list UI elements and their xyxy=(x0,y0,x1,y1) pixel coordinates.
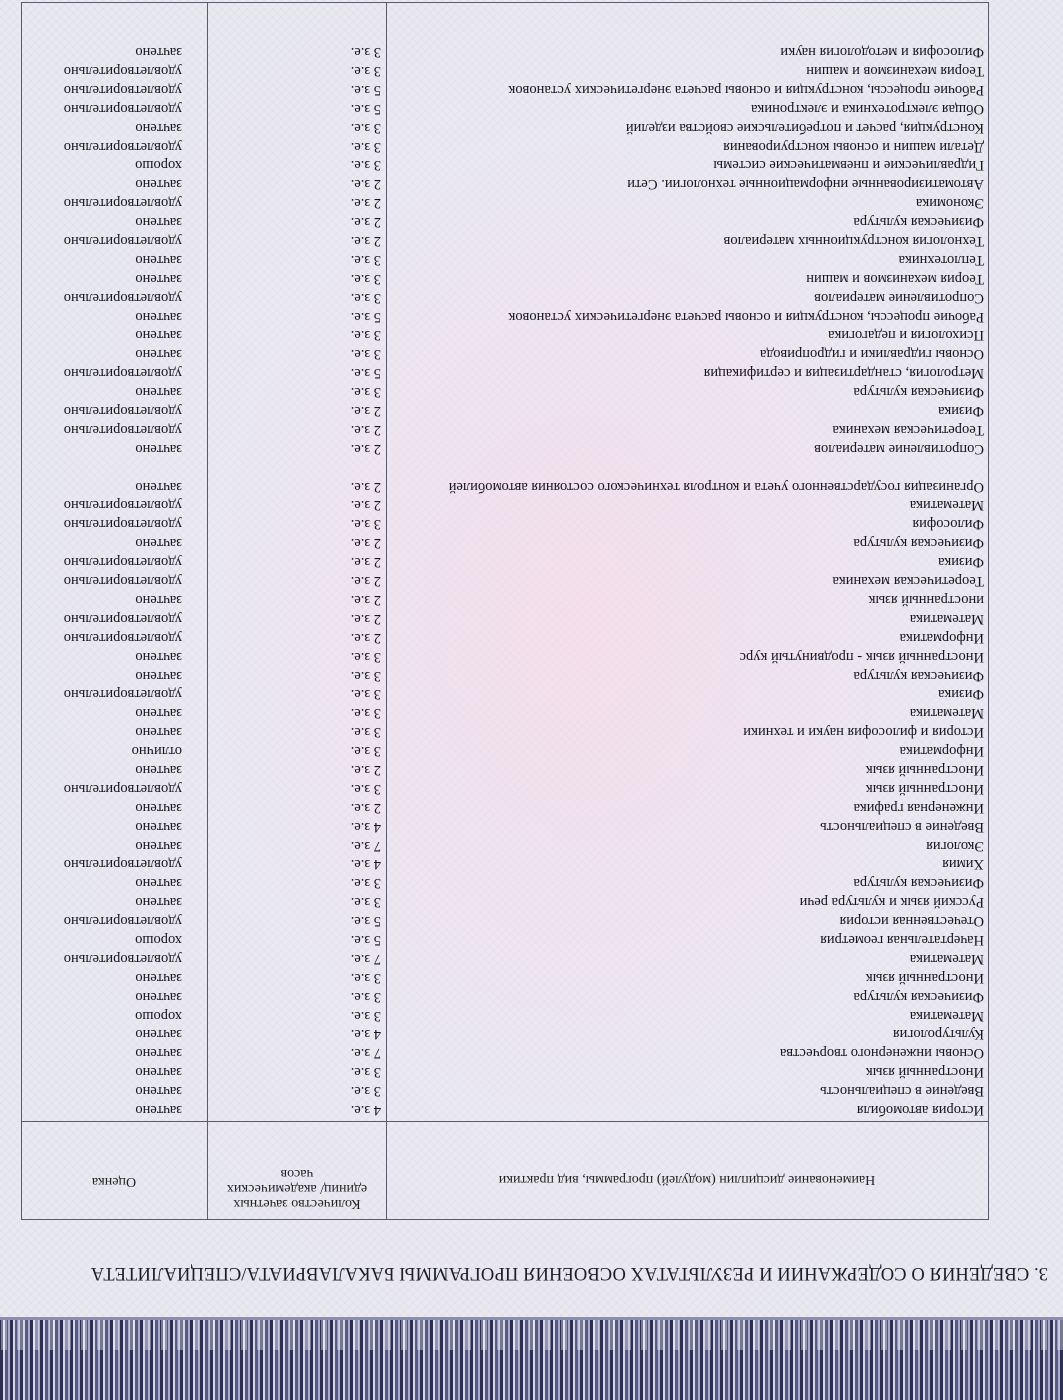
grade-value: удовлетворительно xyxy=(63,516,182,533)
credits-value: 2 з.е. xyxy=(350,761,381,778)
discipline-name: Общая электротехника и электроника xyxy=(751,100,984,117)
discipline-name: Философия и методология науки xyxy=(780,44,984,61)
credits-value: 3 з.е. xyxy=(350,780,381,797)
discipline-name: Введение в специальность xyxy=(820,818,984,835)
table-row xyxy=(20,648,988,667)
grade-value: зачтено xyxy=(135,988,182,1005)
grade-value: зачтено xyxy=(135,761,182,778)
credits-value: 2 з.е. xyxy=(350,799,381,816)
credits-value: 3 з.е. xyxy=(350,138,381,155)
grade-value: зачтено xyxy=(135,969,182,986)
table-row xyxy=(20,232,988,251)
discipline-name: Автоматизированные информационные технологии. Сети xyxy=(627,176,984,193)
discipline-name: Сопротивление материалов xyxy=(814,440,984,457)
credits-value: 2 з.е. xyxy=(350,214,381,231)
credits-value: 2 з.е. xyxy=(350,591,381,608)
security-pattern-band xyxy=(0,1317,1063,1400)
discipline-name: Культурология xyxy=(892,1026,984,1043)
discipline-name: Гидравлические и пневматические системы xyxy=(713,157,984,174)
discipline-name: Рабочие процессы, конструкция и основы расчета энергетических установок xyxy=(508,81,984,98)
table-row xyxy=(20,251,988,270)
grade-value: зачтено xyxy=(135,327,182,344)
grade-value: зачтено xyxy=(135,667,182,684)
grade-value: удовлетворительно xyxy=(63,403,182,420)
discipline-name: Организация государственного учета и контроля технического состояния автомобилей xyxy=(448,478,984,495)
table-row xyxy=(20,308,988,327)
discipline-name: Физика xyxy=(938,554,984,571)
discipline-name: Введение в специальность xyxy=(820,1083,984,1100)
credits-value: 2 з.е. xyxy=(350,421,381,438)
credits-value: 2 з.е. xyxy=(350,497,381,514)
grade-value: зачтено xyxy=(135,875,182,892)
grade-value: удовлетворительно xyxy=(63,138,182,155)
credits-value: 4 з.е. xyxy=(350,1026,381,1043)
grade-value: зачтено xyxy=(135,799,182,816)
credits-value: 2 з.е. xyxy=(350,195,381,212)
discipline-name: Физическая культура xyxy=(853,667,984,684)
discipline-name: Информатика xyxy=(899,743,984,760)
column-header-name: Наименование дисциплин (модулей) программы, вид практики xyxy=(498,1172,876,1187)
discipline-name: Теория механизмов и машин xyxy=(806,63,984,79)
credits-value: 3 з.е. xyxy=(350,1064,381,1081)
table-row xyxy=(20,138,988,157)
grade-value: зачтено xyxy=(135,346,182,363)
discipline-name: Иностранный язык xyxy=(865,780,984,797)
discipline-name: Физика xyxy=(938,403,984,420)
grade-value: зачтено xyxy=(135,724,182,741)
table-row xyxy=(20,1026,988,1045)
grade-value: удовлетворительно xyxy=(63,610,182,627)
grade-value: зачтено xyxy=(135,176,182,193)
discipline-name: Физическая культура xyxy=(853,384,984,401)
table-row xyxy=(20,988,988,1007)
credits-value: 3 з.е. xyxy=(350,157,381,174)
grade-value: зачтено xyxy=(135,1064,182,1081)
discipline-name: Основы гидравлики и гидропривода xyxy=(759,346,984,363)
grade-value: зачтено xyxy=(135,1083,182,1100)
table-row xyxy=(20,383,988,402)
discipline-name: Иностранный язык xyxy=(865,761,984,778)
table-row xyxy=(20,856,988,875)
credits-value: 2 з.е. xyxy=(350,629,381,646)
credits-value: 3 з.е. xyxy=(350,648,381,665)
discipline-name: Математика xyxy=(909,497,984,514)
credits-value: 3 з.е. xyxy=(350,346,381,363)
credits-value: 3 з.е. xyxy=(350,251,381,268)
table-row xyxy=(20,157,988,176)
grade-value: отлично xyxy=(131,743,182,760)
grade-value: удовлетворительно xyxy=(63,497,182,514)
table-row xyxy=(20,1101,988,1120)
table-row xyxy=(20,893,988,912)
table-row xyxy=(20,175,988,194)
credits-value: 2 з.е. xyxy=(350,176,381,193)
grade-value: удовлетворительно xyxy=(63,63,182,79)
grade-value: зачтено xyxy=(135,818,182,835)
discipline-name: Теория механизмов и машин xyxy=(806,270,984,287)
table-row xyxy=(20,62,988,81)
credits-value: 4 з.е. xyxy=(350,856,381,873)
grade-value: хорошо xyxy=(135,157,182,174)
credits-value: 5 з.е. xyxy=(350,913,381,930)
table-body xyxy=(20,43,988,1120)
table-row xyxy=(20,780,988,799)
table-row xyxy=(20,421,988,440)
credits-value: 5 з.е. xyxy=(350,365,381,382)
discipline-name: Физическая культура xyxy=(853,535,984,552)
grade-value: зачтено xyxy=(135,478,182,495)
grade-value: зачтено xyxy=(135,591,182,608)
grade-value: удовлетворительно xyxy=(63,573,182,590)
table-row xyxy=(20,629,988,648)
grade-value: удовлетворительно xyxy=(63,81,182,98)
grade-value: зачтено xyxy=(135,535,182,552)
credits-value: 2 з.е. xyxy=(350,403,381,420)
discipline-name: Метрология, стандартизация и сертификация xyxy=(703,365,984,382)
credits-value: 4 з.е. xyxy=(350,818,381,835)
credits-value: 2 з.е. xyxy=(350,233,381,250)
table-row xyxy=(20,742,988,761)
credits-value: 3 з.е. xyxy=(350,875,381,892)
discipline-name: Иностранный язык xyxy=(865,1064,984,1081)
table-row xyxy=(20,874,988,893)
discipline-name: Теоретическая механика xyxy=(832,573,984,590)
discipline-name: История и философия науки и техники xyxy=(743,724,984,741)
discipline-name: Технология конструкционных материалов xyxy=(723,233,984,250)
table-row xyxy=(20,591,988,610)
table-row xyxy=(20,213,988,232)
table-row xyxy=(20,912,988,931)
grade-value: зачтено xyxy=(135,705,182,722)
credits-value: 3 з.е. xyxy=(350,969,381,986)
table-row xyxy=(20,327,988,346)
grade-value: удовлетворительно xyxy=(63,950,182,967)
grade-value: удовлетворительно xyxy=(63,629,182,646)
discipline-name: Детали машин и основы конструирования xyxy=(723,138,984,155)
grade-value: удовлетворительно xyxy=(63,856,182,873)
grade-value: удовлетворительно xyxy=(63,100,182,117)
credits-value: 7 з.е. xyxy=(350,950,381,967)
table-row xyxy=(20,553,988,572)
grade-value: зачтено xyxy=(135,384,182,401)
table-row xyxy=(20,686,988,705)
grade-value: зачтено xyxy=(135,251,182,268)
grade-value: удовлетворительно xyxy=(63,289,182,306)
discipline-name: Информатика xyxy=(899,629,984,646)
table-row xyxy=(20,572,988,591)
credits-value: 3 з.е. xyxy=(350,743,381,760)
discipline-name: Экономика xyxy=(915,195,984,212)
discipline-name: Философия xyxy=(912,516,984,533)
discipline-name: Русский язык и культура речи xyxy=(799,894,984,911)
discipline-name: Теплотехника xyxy=(898,251,984,268)
grade-value: зачтено xyxy=(135,1102,182,1118)
table-row xyxy=(20,534,988,553)
grade-value: удовлетворительно xyxy=(63,421,182,438)
credits-value: 7 з.е. xyxy=(350,1045,381,1062)
table-row xyxy=(20,402,988,421)
table-row xyxy=(20,1044,988,1063)
grade-value: зачтено xyxy=(135,648,182,665)
credits-value: 2 з.е. xyxy=(350,440,381,457)
grade-value: удовлетворительно xyxy=(63,233,182,250)
credits-value: 3 з.е. xyxy=(350,119,381,136)
discipline-name: История автомобиля xyxy=(856,1102,984,1118)
credits-value: 3 з.е. xyxy=(350,724,381,741)
grade-value: зачтено xyxy=(135,837,182,854)
credits-value: 3 з.е. xyxy=(350,384,381,401)
table-row xyxy=(20,950,988,969)
credits-value: 3 з.е. xyxy=(350,63,381,79)
discipline-name: Рабочие процессы, конструкция и основы расчета энергетических установок xyxy=(508,308,984,325)
credits-value: 3 з.е. xyxy=(350,44,381,61)
table-row xyxy=(20,100,988,119)
table-row xyxy=(20,345,988,364)
table-row xyxy=(20,364,988,383)
discipline-name: Начертательная геометрия xyxy=(820,931,984,948)
grade-value: зачтено xyxy=(135,119,182,136)
table-row xyxy=(20,194,988,213)
discipline-name: Физика xyxy=(938,686,984,703)
table-row xyxy=(20,270,988,289)
credits-value: 2 з.е. xyxy=(350,478,381,495)
credits-value: 3 з.е. xyxy=(350,686,381,703)
table-row xyxy=(20,1082,988,1101)
grade-value: удовлетворительно xyxy=(63,554,182,571)
table-row xyxy=(20,723,988,742)
column-header-credits: Количество зачетных единиц/ академических часов xyxy=(226,1166,368,1211)
credits-value: 2 з.е. xyxy=(350,610,381,627)
table-row xyxy=(20,761,988,780)
credits-value: 3 з.е. xyxy=(350,988,381,1005)
grade-value: зачтено xyxy=(135,308,182,325)
table-row xyxy=(20,119,988,138)
credits-value: 3 з.е. xyxy=(350,270,381,287)
discipline-name: Математика xyxy=(909,1007,984,1024)
credits-value: 3 з.е. xyxy=(350,894,381,911)
discipline-name: иностранный язык xyxy=(868,591,984,608)
grade-value: зачтено xyxy=(135,270,182,287)
grade-value: хорошо xyxy=(135,931,182,948)
table-row xyxy=(20,837,988,856)
table-row xyxy=(20,704,988,723)
discipline-name: Теоретическая механика xyxy=(832,421,984,438)
credits-value: 3 з.е. xyxy=(350,1007,381,1024)
credits-value: 3 з.е. xyxy=(350,667,381,684)
table-row xyxy=(20,440,988,459)
discipline-name: Отечественная история xyxy=(839,913,984,930)
credits-value: 3 з.е. xyxy=(350,327,381,344)
discipline-name: Химия xyxy=(942,856,984,873)
credits-value: 2 з.е. xyxy=(350,554,381,571)
table-row xyxy=(20,459,988,497)
grade-value: удовлетворительно xyxy=(63,913,182,930)
discipline-name: Физическая культура xyxy=(853,988,984,1005)
table-row xyxy=(20,818,988,837)
table-row xyxy=(20,497,988,516)
table-row xyxy=(20,931,988,950)
table-row xyxy=(20,81,988,100)
grade-value: удовлетворительно xyxy=(63,195,182,212)
grade-value: зачтено xyxy=(135,44,182,61)
credits-value: 2 з.е. xyxy=(350,535,381,552)
credits-value: 3 з.е. xyxy=(350,516,381,533)
grade-value: зачтено xyxy=(135,1045,182,1062)
credits-value: 2 з.е. xyxy=(350,573,381,590)
credits-value: 5 з.е. xyxy=(350,308,381,325)
credits-value: 3 з.е. xyxy=(350,289,381,306)
table-row xyxy=(20,289,988,308)
discipline-name: Инженерная графика xyxy=(853,799,984,816)
column-header-grade: Оценка xyxy=(91,1174,137,1189)
discipline-name: Иностранный язык xyxy=(865,969,984,986)
credits-value: 5 з.е. xyxy=(350,81,381,98)
table-row xyxy=(20,43,988,62)
grade-value: удовлетворительно xyxy=(63,365,182,382)
grade-value: хорошо xyxy=(135,1007,182,1024)
discipline-name: Экология xyxy=(926,837,984,854)
grade-value: удовлетворительно xyxy=(63,686,182,703)
credits-value: 5 з.е. xyxy=(350,931,381,948)
discipline-name: Сопротивление материалов xyxy=(814,289,984,306)
disciplines-table xyxy=(21,2,989,1220)
table-row xyxy=(20,667,988,686)
credits-value: 4 з.е. xyxy=(350,1102,381,1118)
table-row xyxy=(20,516,988,535)
credits-value: 5 з.е. xyxy=(350,100,381,117)
grade-value: удовлетворительно xyxy=(63,780,182,797)
credits-value: 3 з.е. xyxy=(350,1083,381,1100)
credits-value: 3 з.е. xyxy=(350,705,381,722)
discipline-name: Физическая культура xyxy=(853,214,984,231)
grade-value: зачтено xyxy=(135,894,182,911)
table-row xyxy=(20,969,988,988)
table-row xyxy=(20,1063,988,1082)
table-row xyxy=(20,799,988,818)
discipline-name: Основы инженерного творчества xyxy=(779,1045,984,1062)
discipline-name: Иностранный язык - продвинутый курс xyxy=(739,648,984,665)
grade-value: зачтено xyxy=(135,440,182,457)
discipline-name: Психология и педагогика xyxy=(828,327,984,344)
grade-value: зачтено xyxy=(135,1026,182,1043)
discipline-name: Математика xyxy=(909,610,984,627)
grade-value: зачтено xyxy=(135,214,182,231)
table-row xyxy=(20,1007,988,1026)
discipline-name: Конструкция, расчет и потребительские свойства изделий xyxy=(625,119,984,136)
discipline-name: Физическая культура xyxy=(853,875,984,892)
table-row xyxy=(20,610,988,629)
section-heading: 3. СВЕДЕНИЯ О СОДЕРЖАНИИ И РЕЗУЛЬТАТАХ ОСВОЕНИЯ ПРОГРАММЫ БАКАЛАВРИАТА/СПЕЦИАЛИТЕТА xyxy=(90,1263,1048,1283)
credits-value: 7 з.е. xyxy=(350,837,381,854)
discipline-name: Математика xyxy=(909,950,984,967)
discipline-name: Математика xyxy=(909,705,984,722)
